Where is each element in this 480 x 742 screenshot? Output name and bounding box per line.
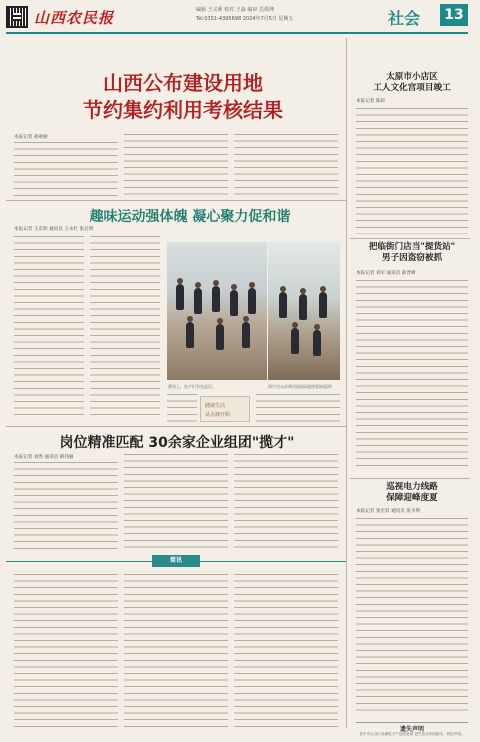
story3-body-col3 — [234, 454, 338, 552]
story3-headline: 岗位精准匹配 30余家企业组团"揽才" — [59, 435, 295, 451]
sidebar-divider-2 — [350, 478, 470, 479]
section-title: 社会 — [388, 9, 421, 28]
story3-byline: 本报记者 刘秀 通讯员 韩伟丽 — [14, 455, 74, 460]
sidebar3-headline-line2: 保障迎峰度夏 — [386, 493, 438, 503]
sidebar1-body — [356, 108, 468, 234]
briefs-col3 — [234, 574, 338, 730]
sidebar2-byline: 本报记者 刘军 通讯员 薛晋峰 — [356, 271, 416, 276]
editor-line: 编辑 王义莉 校对 王淼 编审 岳俱坤 — [196, 7, 274, 13]
date-line: Tel:0351-4395698 2024年7月5日 星期五 — [196, 16, 294, 22]
sidebar1-headline — [354, 72, 470, 94]
photo-exercise-room — [268, 242, 340, 380]
page-number: 13 — [440, 4, 468, 26]
sidebar3-headline — [354, 482, 470, 504]
story3-body-col1 — [14, 462, 118, 552]
sidebar1-byline: 本报记者 陈彩 — [356, 99, 386, 104]
sidebar3-headline-line1: 巡视电力线路 — [386, 482, 438, 492]
header-divider — [6, 32, 468, 34]
story2-body-col1 — [14, 236, 84, 420]
lead-body-col3 — [234, 134, 338, 196]
story2-body-col2 — [90, 236, 160, 420]
story2-body-col3 — [167, 394, 197, 422]
lost-notice-text: 晋中市太谷区高潮电子产品经营部 遗失营业执照副本，特此声明。 — [359, 732, 465, 736]
sidebar-divider-1 — [350, 238, 470, 239]
lead-byline: 本报记者 胡翠丽 — [14, 135, 48, 140]
qr-code-icon — [6, 6, 28, 28]
sidebar3-body — [356, 518, 468, 716]
pull-quote — [200, 396, 250, 422]
lead-headline-line1: 山西公布建设用地 — [103, 71, 263, 95]
lead-headline — [48, 70, 318, 124]
sidebar1-headline-line2: 工人文化宫项目竣工 — [373, 83, 451, 93]
masthead-logo: 山西农民报 — [34, 9, 115, 27]
story2-body-col4 — [256, 394, 340, 422]
sidebar1-headline-line1: 太原市小店区 — [386, 72, 438, 82]
pull-quote-line1: 健康生活 — [205, 403, 226, 409]
photo-caption-1: 赛场上，选手们争先恐后。 — [168, 384, 216, 389]
divider-1 — [6, 200, 346, 201]
story3-body-col2 — [124, 454, 228, 552]
lead-body-col2 — [124, 134, 228, 196]
column-divider — [346, 38, 347, 728]
story2-byline: 本报记者 王玄明 通讯员 王永红 张启明 — [14, 227, 94, 232]
photo-caption-2: 图片由永济黄河银保局提供组织提供 — [268, 384, 332, 389]
sidebar2-headline-line2: 男子因盗窃被抓 — [381, 253, 443, 263]
lead-body-col1 — [14, 142, 118, 196]
lost-notice-title: 遗失声明 — [399, 726, 424, 733]
sidebar2-body — [356, 280, 468, 470]
briefs-col1 — [14, 574, 118, 730]
briefs-col2 — [124, 574, 228, 730]
sidebar3-byline: 本报记者 张宏彩 通讯员 张少利 — [356, 509, 421, 514]
story2-headline: 趣味运动强体魄 凝心聚力促和谐 — [89, 209, 291, 225]
photo-exercise-class — [167, 242, 267, 380]
divider-2 — [6, 426, 346, 427]
briefs-ribbon: 简讯 — [152, 555, 200, 567]
pull-quote-line2: 从点滴开始 — [205, 412, 231, 418]
sidebar2-headline-line1: 把临街门店当"提货站" — [368, 242, 456, 252]
lost-notice — [356, 722, 468, 740]
sidebar2-headline — [354, 242, 470, 264]
lead-headline-line2: 节约集约利用考核结果 — [83, 98, 283, 122]
